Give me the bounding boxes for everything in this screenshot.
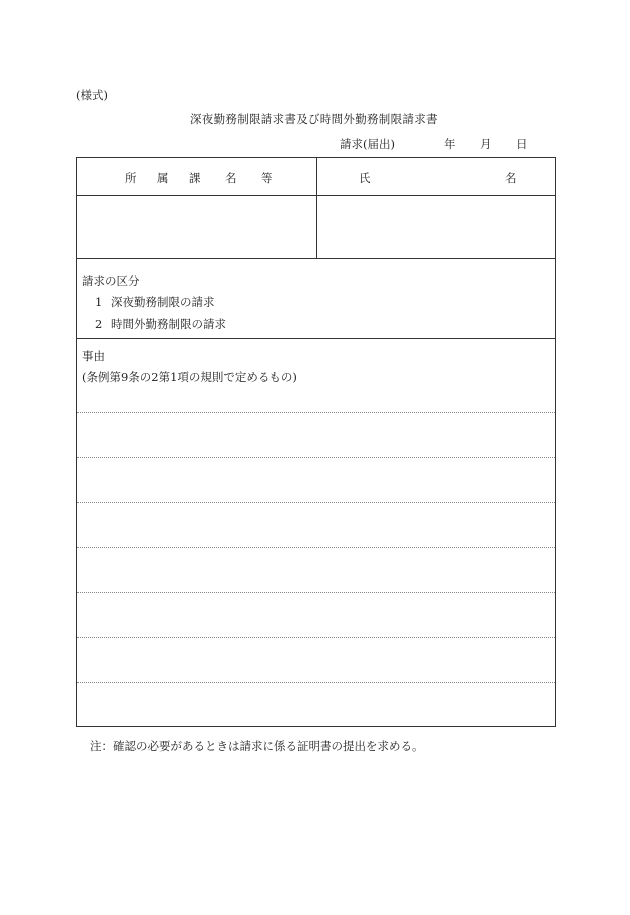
day-label: 日: [516, 137, 528, 151]
header-name-char: 氏: [359, 171, 371, 185]
category-option-label[interactable]: 時間外勤務制限の請求: [111, 317, 226, 331]
reason-input-area[interactable]: [77, 388, 555, 726]
footnote: 注：確認の必要があるときは請求に係る証明書の提出を求める。: [90, 739, 424, 753]
reason-note: (条例第9条の2第1項の規則で定めるもの): [82, 370, 297, 384]
header-dept-char: 等: [261, 171, 273, 185]
month-label: 月: [480, 137, 492, 151]
header-dept-char: 属: [157, 171, 169, 185]
year-label: 年: [444, 137, 456, 151]
document-title: 深夜勤務制限請求書及び時間外勤務制限請求書: [190, 112, 438, 126]
header-dept-char: 所: [125, 171, 137, 185]
reason-heading: 事由: [82, 349, 105, 363]
category-option-label[interactable]: 深夜勤務制限の請求: [111, 295, 215, 309]
table-divider: [77, 258, 555, 259]
request-label: 請求(届出): [340, 137, 395, 151]
table-divider: [77, 338, 555, 339]
header-name-char: 名: [505, 171, 517, 185]
dept-input-cell[interactable]: [77, 196, 316, 258]
request-form-table: [76, 157, 556, 727]
header-dept-char: 課: [189, 171, 201, 185]
category-option-num: 2: [95, 317, 103, 331]
category-option-num: 1: [95, 295, 103, 309]
header-dept-char: 名: [225, 171, 237, 185]
name-input-cell[interactable]: [317, 196, 555, 258]
form-marker: (様式): [76, 88, 108, 102]
category-heading: 請求の区分: [82, 274, 140, 288]
